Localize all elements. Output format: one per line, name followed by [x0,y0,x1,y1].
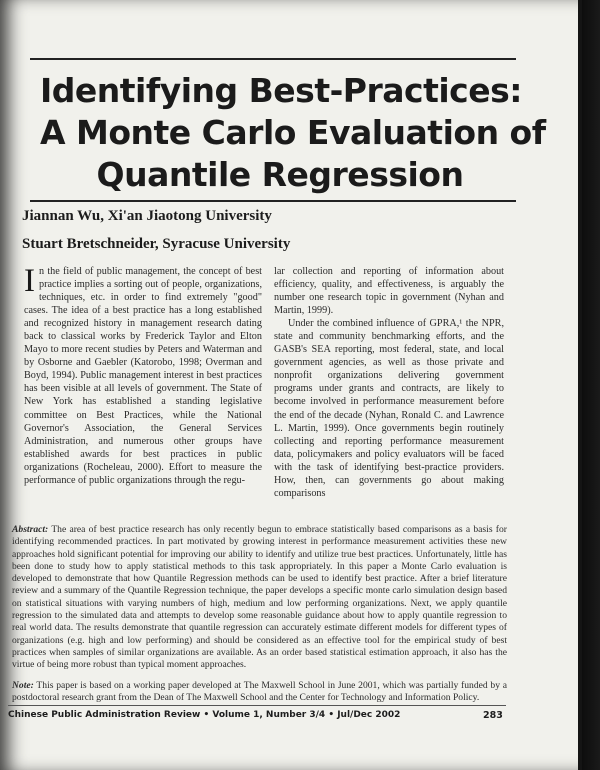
footnote [12,680,507,705]
left-column-text: n the field of public management, the concept of best practice implies a sorting out of people, organizations, techniques, etc. in order to find extremely "good" cases. The idea of a best practice has a long established and recognized history in management research dating back to classical works by Frederick Taylor and Elton Mayo to more recent studies by Peters and Waterman and by Osborne and Gaebler (Katorobo, 1998; Overman and Boyd, 1994). Public management interest in best practices has been visible at all levels of government. The State of New York has established a standing legislative committee on Best Practices, while the National Governor's Association, the General Services Administration, and numerous other groups have established awards for best practices in public organizations (Rocheleau, 2000). Effort to measure the performance of public organizations through the regu- [24,266,262,486]
note-text: This paper is based on a working paper developed at The Maxwell School in June 2001, which was partially funded by a postdoctoral research grant from the Dean of The Maxwell School and the Center for Technology and Information Policy. [12,680,508,704]
title-line-1: Identifying Best-Practices: [40,71,522,110]
body-column-right [274,265,504,500]
title-line-2: A Monte Carlo Evaluation of [40,113,546,152]
abstract-label: Abstract: [12,524,49,535]
page-number: 283 [483,710,503,721]
author-2: Stuart Bretschneider, Syracuse University [22,236,291,252]
footer-rule [8,705,506,706]
abstract-text: The area of best practice research has only recently begun to embrace statistically based comparisons as a basis for identifying recommended practices. In part motivated by growing interest in performance measurement activities these new approaches hold significant potential for improving our ability to identify and utilize true best practices. Unfortunately, little has been done to study how to apply statistical methods to this task appropriately. In this paper a Monte Carlo evaluation is developed to demonstrate that how Quantile Regression methods can be used to identify best practice. After a brief literature review and a summary of the Quantile Regression technique, the paper develops a specific monte carlo simulation design based on statistical situations with varying numbers of high, medium and low performing organizations. Next, we apply quantile regression to the simulated data and attempts to develop some reasonable guidance about how to apply quantile regression to real world data. The results demonstrate that quantile regression can accurately estimate different models for different types of organizations (e.g. high and low performing) and should be considered as an effective tool for the empirical study of best practices when samples of similar organizations are available. As an order based statistical estimation approach, it also has the virtue of being more robust than typical moment approaches. [12,524,507,671]
title-line-3: Quantile Regression [96,155,464,194]
top-rule [30,58,516,60]
note-label: Note: [12,680,34,691]
body-column-left [24,265,262,487]
right-paragraph-1: lar collection and reporting of information about efficiency, quality, and effectiveness, is arguably the number one research topic in government (Nyhan and Martin, 1999). [274,266,504,317]
author-1: Jiannan Wu, Xi'an Jiaotong University [22,208,272,224]
drop-cap: I [24,263,35,299]
right-paragraph-2: Under the combined influence of GPRA,¹ the NPR, state and community benchmarking efforts, and the GASB's SEA reporting, most federal, state, and local government agencies, as well as those private and nonprofit organizations delivering government programs under grants and contracts, are likely to become involved in performance measurement before the end of the decade (Nyhan, Ronald C. and Lawrence L. Martin, 1999). Once governments begin routinely collecting and reporting performance measurement data, policymakers and policy evaluators will be faced with the task of identifying best-practice providers. How, then, can governments go about making comparisons [274,318,504,499]
scan-edge-shadow [582,0,600,770]
title-rule [30,200,516,202]
abstract [12,524,507,672]
intro-paragraph [24,265,262,487]
article-title [40,70,546,196]
journal-footer: Chinese Public Administration Review • Volume 1, Number 3/4 • Jul/Dec 2002 [8,710,401,720]
